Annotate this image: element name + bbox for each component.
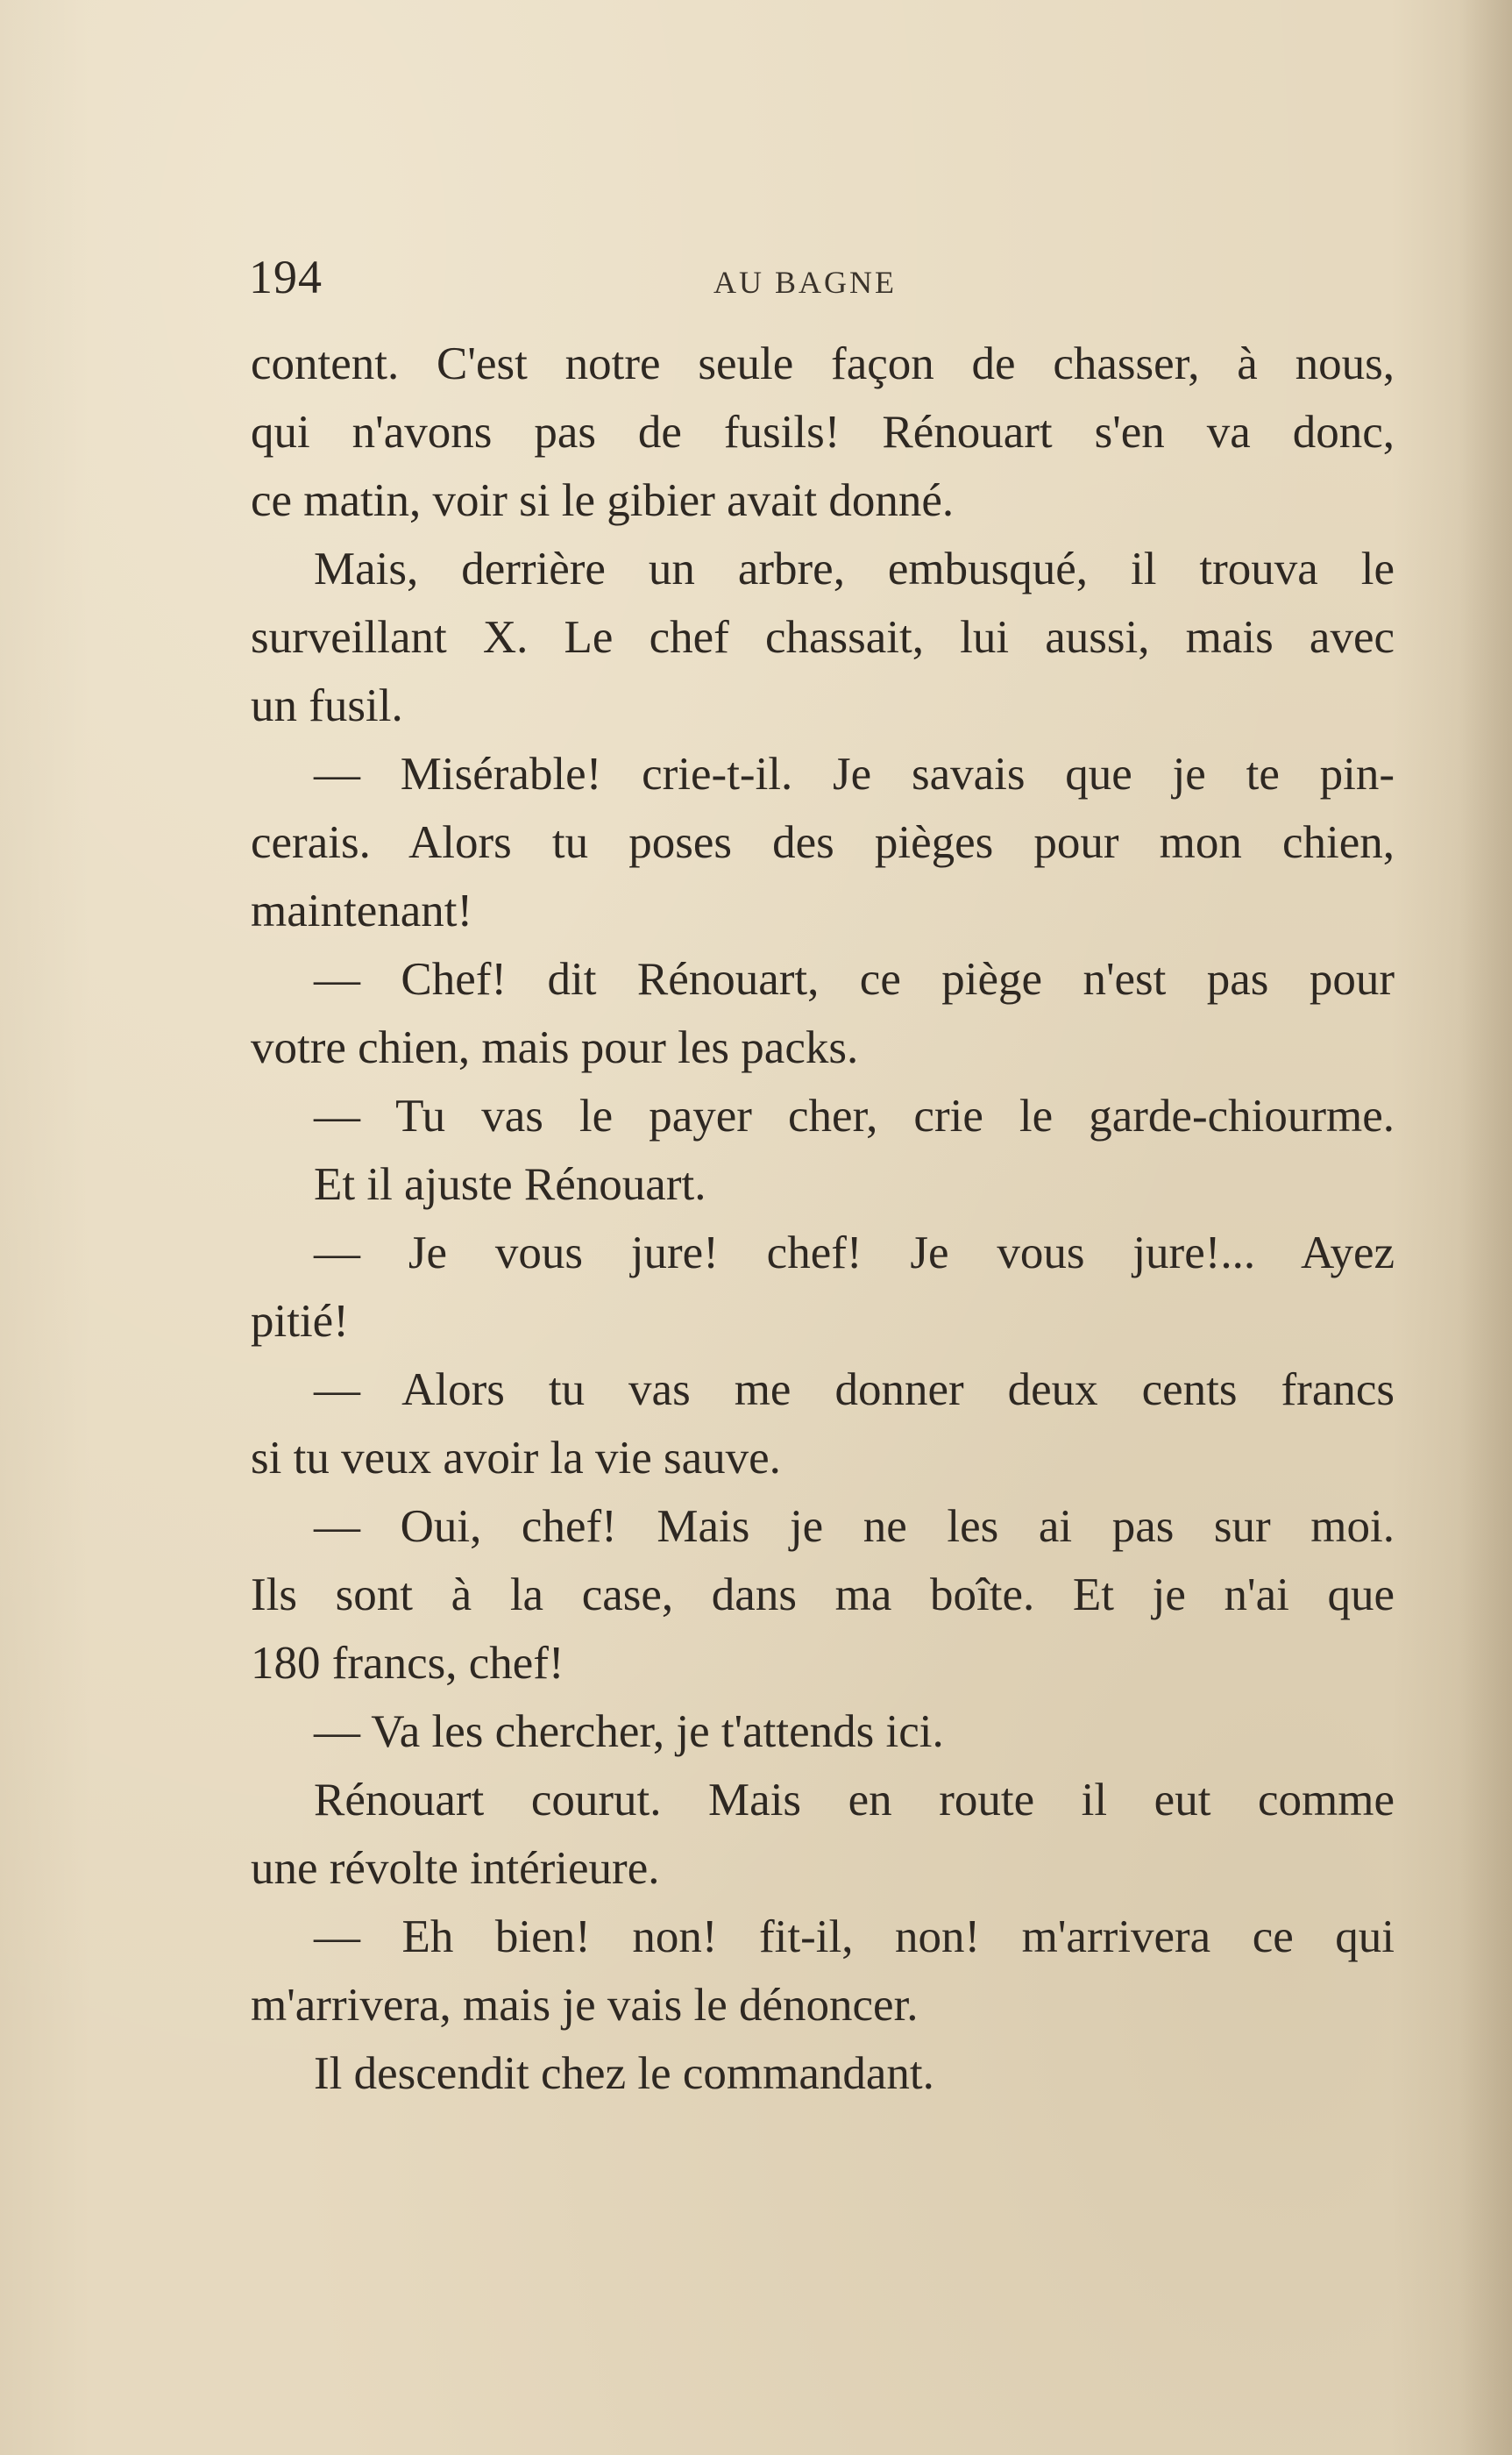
- text-line: qui n'avons pas de fusils! Rénouart s'en va donc,: [251, 407, 1395, 458]
- text-line: une révolte intérieure.: [251, 1843, 660, 1894]
- text-line: — Tu vas le payer cher, crie le garde-chiourme.: [314, 1091, 1395, 1142]
- page-edge-shadow: [1459, 0, 1512, 2455]
- body-text: [251, 330, 1395, 2108]
- text-line: — Misérable! crie-t-il. Je savais que je te pin-: [314, 749, 1395, 800]
- text-line: un fusil.: [251, 680, 403, 731]
- text-line: pitié!: [251, 1296, 349, 1347]
- text-line: m'arrivera, mais je vais le dénoncer.: [251, 1980, 919, 2031]
- text-line: content. C'est notre seule façon de chasser, à nous,: [251, 338, 1395, 389]
- text-line: — Chef! dit Rénouart, ce piège n'est pas pour: [314, 954, 1395, 1005]
- text-line: 180 francs, chef!: [251, 1638, 564, 1689]
- page-number: 194: [249, 251, 323, 303]
- text-line: si tu veux avoir la vie sauve.: [251, 1433, 781, 1484]
- text-line: Il descendit chez le commandant.: [314, 2048, 934, 2099]
- text-line: ce matin, voir si le gibier avait donné.: [251, 475, 955, 526]
- text-line: — Eh bien! non! fit-il, non! m'arrivera ce qui: [314, 1911, 1395, 1962]
- text-line: — Oui, chef! Mais je ne les ai pas sur moi.: [314, 1501, 1395, 1552]
- text-line: Rénouart courut. Mais en route il eut comme: [314, 1775, 1395, 1825]
- text-line: cerais. Alors tu poses des pièges pour mon chien,: [251, 817, 1395, 868]
- text-line: surveillant X. Le chef chassait, lui aussi, mais avec: [251, 612, 1395, 663]
- running-head: AU BAGNE: [713, 265, 897, 300]
- text-line: — Je vous jure! chef! Je vous jure!... Ayez: [314, 1228, 1395, 1278]
- text-line: Ils sont à la case, dans ma boîte. Et je n'ai que: [251, 1569, 1395, 1620]
- text-line: maintenant!: [251, 886, 473, 936]
- text-line: — Va les chercher, je t'attends ici.: [314, 1706, 944, 1757]
- text-line: Et il ajuste Rénouart.: [314, 1159, 706, 1210]
- page-header: [249, 242, 1406, 312]
- text-line: — Alors tu vas me donner deux cents francs: [314, 1364, 1395, 1415]
- text-line: Mais, derrière un arbre, embusqué, il trouva le: [314, 544, 1395, 594]
- text-line: votre chien, mais pour les packs.: [251, 1022, 859, 1073]
